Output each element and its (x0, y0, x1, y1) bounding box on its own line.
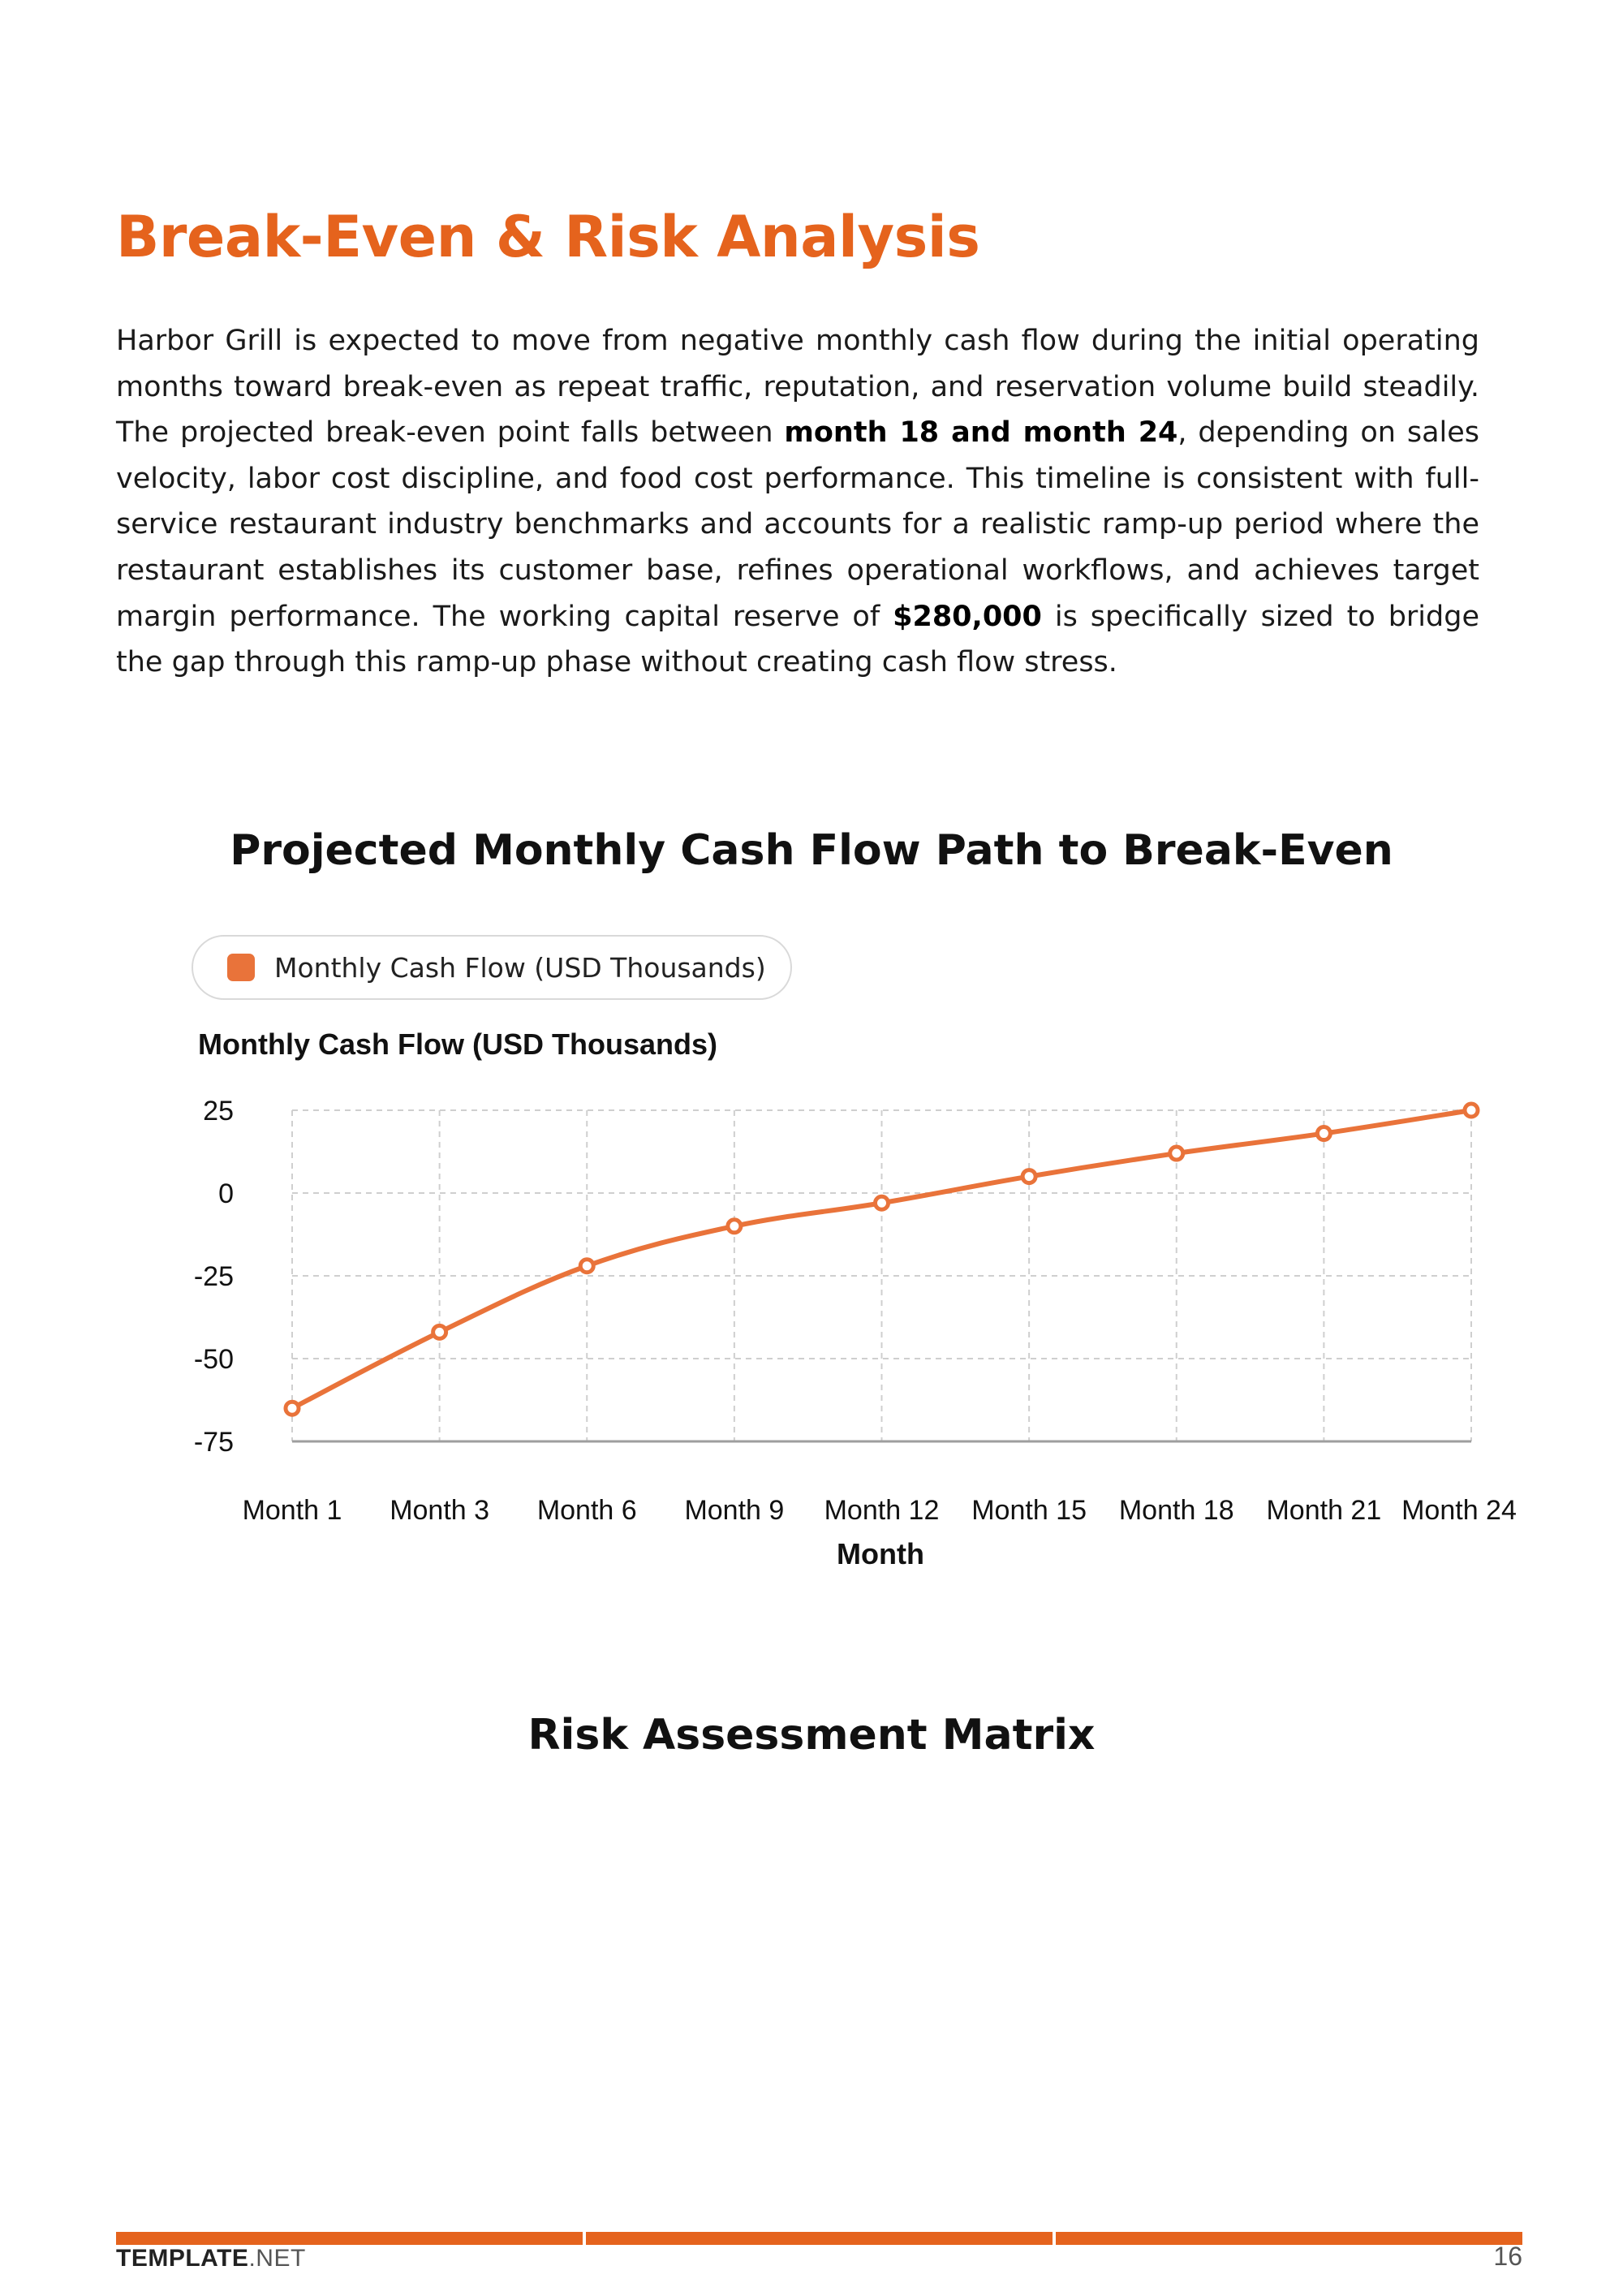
y-tick-label: 0 (218, 1178, 234, 1209)
x-tick-label: Month 15 (971, 1495, 1087, 1526)
chart-title: Projected Monthly Cash Flow Path to Break-Even (230, 826, 1393, 875)
footer-accent-bar (116, 2232, 1522, 2245)
paragraph-text: is specifically sized to bridge the gap through this ramp-up phase without creating cash flow stress. (116, 600, 1479, 679)
x-tick-label: Month 12 (824, 1495, 940, 1526)
intro-paragraph (116, 318, 1479, 686)
chart-legend[interactable] (192, 935, 792, 1000)
page-title: Break-Even & Risk Analysis (116, 204, 980, 270)
paragraph-emphasis-reserve: $280,000 (893, 600, 1042, 633)
x-tick-label: Month 3 (390, 1495, 490, 1526)
data-point (1317, 1127, 1330, 1140)
x-tick-label: Month 21 (1266, 1495, 1382, 1526)
x-tick-label: Month 6 (536, 1495, 637, 1526)
y-tick-label: -75 (193, 1427, 234, 1458)
footer-bar-segment (116, 2232, 583, 2245)
footer-bar-segment (586, 2232, 1053, 2245)
x-tick-label: Month 18 (1118, 1495, 1234, 1526)
data-point (1022, 1170, 1035, 1183)
paragraph-emphasis-months: month 18 and month 24 (784, 416, 1178, 450)
x-tick-label: Month 9 (684, 1495, 785, 1526)
data-point (580, 1260, 593, 1273)
data-point (728, 1220, 741, 1233)
y-tick-label: -25 (193, 1261, 234, 1292)
paragraph-text: , depending on sales velocity, labor cost discipline, and food cost performance. This timeline is consistent with full-service restaurant industry benchmarks and accounts for a realistic ramp-up period where the restaurant establishes its customer base, refines operational workflows, and achieves target margin performance. The working capital reserve of (116, 416, 1480, 633)
legend-swatch (227, 954, 255, 981)
footer-brand-logo (116, 2245, 306, 2272)
x-tick-label: Month 1 (242, 1495, 342, 1526)
y-tick-label: 25 (203, 1096, 234, 1126)
page-number: 16 (1493, 2242, 1522, 2271)
data-point (876, 1196, 889, 1209)
data-point (433, 1325, 446, 1338)
y-axis-title: Monthly Cash Flow (USD Thousands) (198, 1027, 717, 1061)
brand-name: TEMPLATE (116, 2245, 249, 2272)
series-line (292, 1110, 1471, 1408)
data-point (1170, 1147, 1183, 1160)
legend-label: Monthly Cash Flow (USD Thousands) (274, 951, 766, 984)
y-tick-label: -50 (193, 1344, 234, 1375)
footer-bar-segment (1056, 2232, 1522, 2245)
data-point (1465, 1104, 1478, 1117)
risk-matrix-title: Risk Assessment Matrix (527, 1711, 1096, 1760)
paragraph-text: Harbor Grill is expected to move from negative monthly cash flow during the initial operating months toward break-even as repeat traffic, reputation, and reservation volume build steadily. The projected break-even point falls between (116, 325, 1479, 450)
brand-suffix: .NET (248, 2245, 306, 2272)
x-axis-title: Month (837, 1537, 924, 1570)
data-point (286, 1402, 299, 1415)
x-tick-label: Month 24 (1401, 1495, 1517, 1526)
